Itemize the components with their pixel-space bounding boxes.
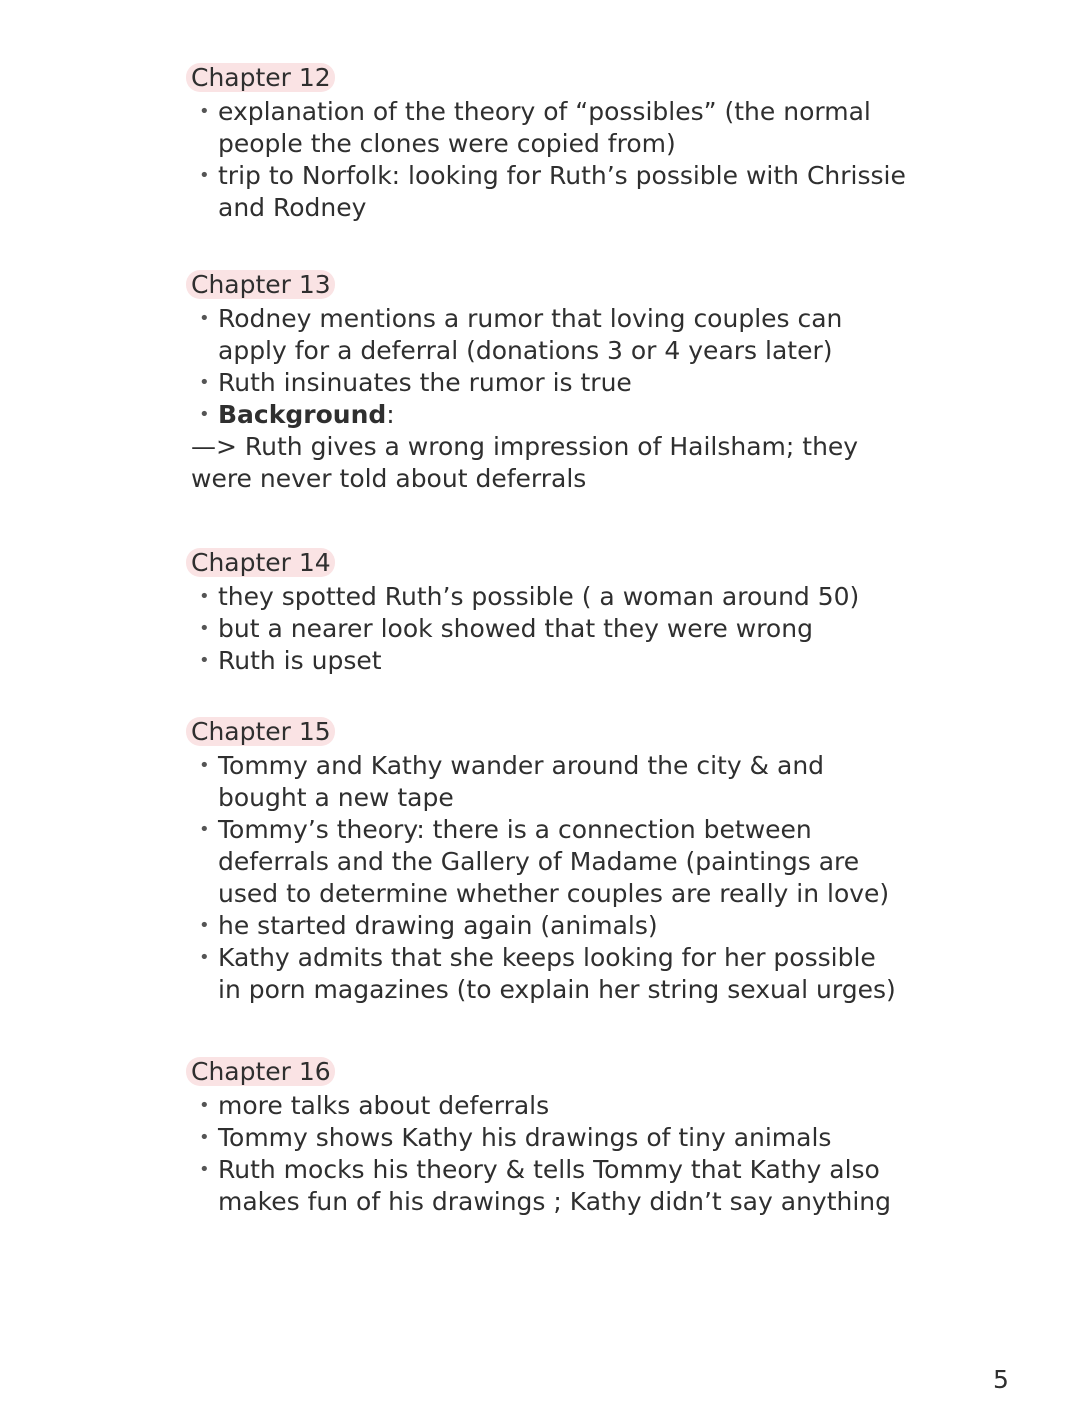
bullet-icon: • xyxy=(199,1159,210,1180)
page-number: 5 xyxy=(993,1365,1009,1394)
list-item xyxy=(186,910,906,942)
bullet-text: they spotted Ruth’s possible ( a woman around 50) xyxy=(218,582,860,611)
bullet-icon: • xyxy=(199,308,210,329)
list-item xyxy=(186,645,906,677)
bullet-icon: • xyxy=(199,165,210,186)
bullet-icon: • xyxy=(199,1127,210,1148)
list-item xyxy=(186,581,906,613)
chapter-12-title: Chapter 12 xyxy=(186,63,335,92)
bullet-icon: • xyxy=(199,650,210,671)
bullet-icon: • xyxy=(199,915,210,936)
list-item xyxy=(186,814,906,910)
bullet-icon: • xyxy=(199,404,210,425)
list-item xyxy=(186,1122,906,1154)
bullet-text: Ruth insinuates the rumor is true xyxy=(218,368,632,397)
list-item xyxy=(186,399,906,431)
bullet-text: but a nearer look showed that they were wrong xyxy=(218,614,813,643)
bullet-icon: • xyxy=(199,586,210,607)
bullet-icon: • xyxy=(199,372,210,393)
chapter-13-title: Chapter 13 xyxy=(186,270,335,299)
background-colon: : xyxy=(386,400,395,429)
bullet-text: Tommy shows Kathy his drawings of tiny animals xyxy=(218,1123,832,1152)
list-item xyxy=(186,1154,906,1218)
chapter-12-section xyxy=(186,62,906,224)
chapter-14-title: Chapter 14 xyxy=(186,548,335,577)
bullet-icon: • xyxy=(199,101,210,122)
chapter-13-bullet-list xyxy=(186,303,906,431)
bullet-text: Tommy and Kathy wander around the city & and bought a new tape xyxy=(218,751,825,812)
bullet-icon: • xyxy=(199,618,210,639)
chapter-12-bullet-list xyxy=(186,96,906,224)
chapter-13-section xyxy=(186,269,906,495)
bullet-text: explanation of the theory of “possibles” (the normal people the clones were copied from) xyxy=(218,97,871,158)
list-item xyxy=(186,367,906,399)
chapter-15-section xyxy=(186,716,906,1006)
chapter-15-bullet-list xyxy=(186,750,906,1006)
chapter-14-bullet-list xyxy=(186,581,906,677)
list-item xyxy=(186,613,906,645)
bullet-text: Ruth is upset xyxy=(218,646,382,675)
chapter-16-section xyxy=(186,1056,906,1218)
list-item xyxy=(186,96,906,160)
list-item xyxy=(186,1090,906,1122)
list-item xyxy=(186,160,906,224)
bullet-icon: • xyxy=(199,947,210,968)
list-item xyxy=(186,303,906,367)
bullet-icon: • xyxy=(199,755,210,776)
list-item xyxy=(186,942,906,1006)
background-paragraph: —> Ruth gives a wrong impression of Hailsham; they were never told about deferrals xyxy=(191,432,859,493)
chapter-16-bullet-list xyxy=(186,1090,906,1218)
bullet-icon: • xyxy=(199,1095,210,1116)
list-item xyxy=(186,750,906,814)
bullet-text: more talks about deferrals xyxy=(218,1091,550,1120)
bullet-text: Tommy’s theory: there is a connection between deferrals and the Gallery of Madame (paintings are used to determine whether couples are really in love) xyxy=(218,815,890,908)
chapter-14-section xyxy=(186,547,906,677)
bullet-icon: • xyxy=(199,819,210,840)
bullet-text: he started drawing again (animals) xyxy=(218,911,658,940)
bullet-text: Ruth mocks his theory & tells Tommy that Kathy also makes fun of his drawings ; Kathy didn’t say anything xyxy=(218,1155,892,1216)
bullet-text: Rodney mentions a rumor that loving couples can apply for a deferral (donations 3 or 4 years later) xyxy=(218,304,843,365)
background-label: Background xyxy=(218,400,387,429)
bullet-text: Kathy admits that she keeps looking for her possible in porn magazines (to explain her string sexual urges) xyxy=(218,943,896,1004)
bullet-text: trip to Norfolk: looking for Ruth’s possible with Chrissie and Rodney xyxy=(218,161,906,222)
chapter-15-title: Chapter 15 xyxy=(186,717,335,746)
chapter-16-title: Chapter 16 xyxy=(186,1057,335,1086)
